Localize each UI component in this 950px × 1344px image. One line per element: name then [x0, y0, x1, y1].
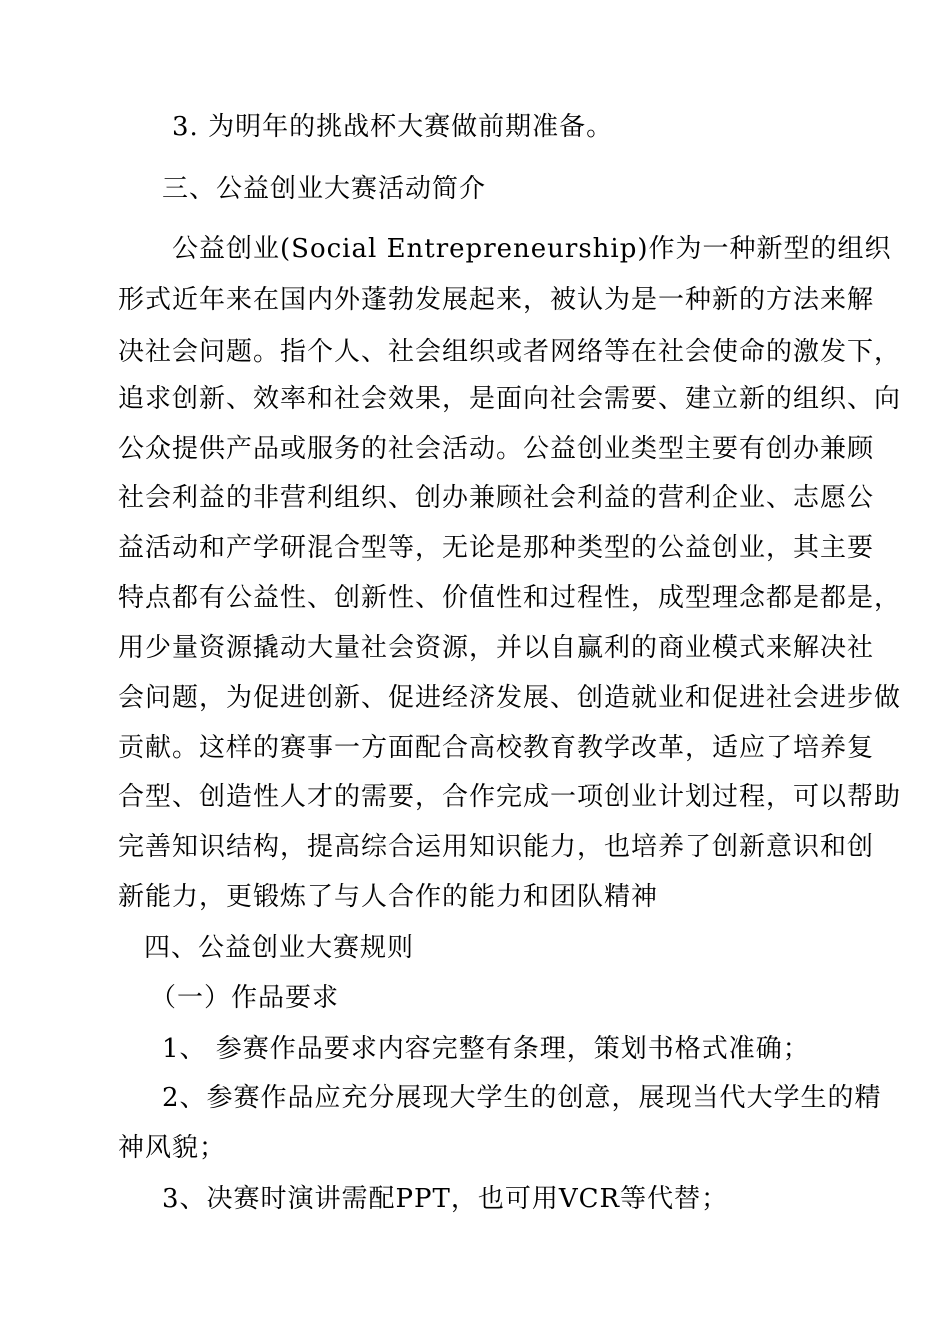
paragraph-line: 会问题，为促进创新、促进经济发展、创造就业和促进社会进步做	[118, 683, 902, 713]
section-3-heading: 三、公益创业大赛活动简介	[162, 174, 487, 204]
paragraph-line: 益活动和产学研混合型等，无论是那种类型的公益创业，其主要	[118, 533, 875, 563]
paragraph-line: 特点都有公益性、创新性、价值性和过程性，成型理念都是都是，	[118, 583, 902, 613]
paragraph-line: 社会利益的非营利组织、创办兼顾社会利益的营利企业、志愿公	[118, 483, 875, 513]
paragraph-line: 完善知识结构，提高综合运用知识能力，也培养了创新意识和创	[118, 832, 875, 862]
paragraph-line: 形式近年来在国内外蓬勃发展起来，被认为是一种新的方法来解	[118, 285, 875, 315]
rule-item: 3、决赛时演讲需配PPT，也可用VCR等代替；	[162, 1184, 729, 1214]
paragraph-line: 公众提供产品或服务的社会活动。公益创业类型主要有创办兼顾	[118, 434, 875, 464]
paragraph-line: 公益创业(Social Entrepreneurship)作为一种新型的组织	[172, 234, 892, 264]
paragraph-line: 决社会问题。指个人、社会组织或者网络等在社会使命的激发下，	[118, 337, 902, 367]
paragraph-line: 用少量资源撬动大量社会资源，并以自赢利的商业模式来解决社	[118, 633, 875, 663]
paragraph-line: 追求创新、效率和社会效果，是面向社会需要、建立新的组织、向	[118, 384, 902, 414]
paragraph-line: 新能力，更锻炼了与人合作的能力和团队精神	[118, 882, 659, 912]
intro-list-item: 3. 为明年的挑战杯大赛做前期准备。	[172, 112, 614, 142]
paragraph-line: 合型、创造性人才的需要，合作完成一项创业计划过程，可以帮助	[118, 782, 902, 812]
rule-item: 1、 参赛作品要求内容完整有条理，策划书格式准确；	[162, 1034, 810, 1064]
section-4-heading: 四、公益创业大赛规则	[144, 933, 415, 963]
rule-item-continuation: 神风貌；	[118, 1133, 227, 1163]
paragraph-line: 贡献。这样的赛事一方面配合高校教育教学改革，适应了培养复	[118, 733, 875, 763]
rule-item: 2、参赛作品应充分展现大学生的创意，展现当代大学生的精	[162, 1083, 882, 1113]
section-4-subheading: （一）作品要求	[150, 983, 340, 1013]
